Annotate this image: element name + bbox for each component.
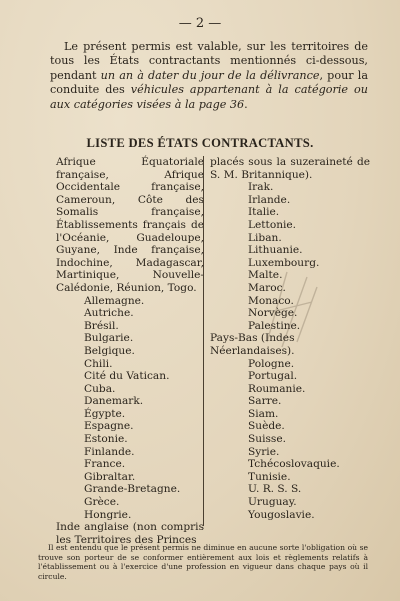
- country-item: Palestine.: [248, 319, 301, 332]
- country-item: Cité du Vatican.: [84, 370, 170, 383]
- country-item: Espagne.: [84, 420, 134, 433]
- country-item: Autriche.: [84, 307, 134, 320]
- country-item: Sarre.: [248, 395, 282, 408]
- country-item: Brésil.: [84, 319, 119, 332]
- country-item: Tchécoslovaquie.: [248, 458, 340, 471]
- country-item: Uruguay.: [248, 496, 297, 509]
- list-title: LISTE DES ÉTATS CONTRACTANTS.: [86, 136, 314, 150]
- country-item: Malte.: [248, 269, 283, 282]
- faded-stamp-mark: [262, 262, 322, 352]
- country-item: France.: [84, 458, 126, 471]
- country-item: Irak.: [248, 181, 274, 194]
- column-divider: [203, 156, 204, 526]
- intro-text-3: .: [244, 97, 248, 111]
- country-item: Lettonie.: [248, 218, 297, 231]
- country-item: Irlande.: [248, 193, 291, 206]
- country-item: Estonie.: [84, 433, 128, 446]
- country-item: Danemark.: [84, 395, 144, 408]
- country-item: Norvège.: [248, 307, 298, 320]
- country-item: Grande-Bretagne.: [84, 483, 181, 496]
- french-territories-block: [56, 156, 204, 295]
- country-item: Suède.: [248, 420, 285, 433]
- country-item: Hongrie.: [84, 508, 132, 521]
- french-territories-text: Afrique Équatoriale française, Afrique Occidentale française, Cameroun, Côte des Somalis française, Établissements français de l'Océanie, Guadeloupe, Guyane, Inde française, Indochine, Madagascar, Martinique, Nouvelle-Calédonie, Réunion, Togo.: [56, 156, 204, 294]
- intro-validity-period: un an à dater du jour de la délivrance: [100, 68, 320, 82]
- country-item: Lithuanie.: [248, 244, 303, 257]
- country-item: Belgique.: [84, 344, 135, 357]
- footnote-text: Il est entendu que le présent permis ne diminue en aucune sorte l'obligation où se trouve son porteur de se conformer entièrement aux lois et règlements relatifs à l'établissement ou à l'exercice d'une profession en vigueur dans chaque pays où il circule.: [38, 543, 368, 581]
- intro-text-1: Le présent permis est valable, sur les territoires de tous les États contractants mentionnés ci-dessous, pendant: [50, 40, 368, 82]
- intro-text: [50, 40, 368, 112]
- country-item: Luxembourg.: [248, 256, 320, 269]
- left-country-list: [56, 295, 204, 522]
- page-number: — 2 —: [178, 16, 222, 31]
- intro-paragraph: [50, 40, 368, 112]
- country-item: Tunisie.: [248, 470, 291, 483]
- inde-anglaise-continuation-text: placés sous la suzeraineté de S. M. Britannique).: [210, 156, 370, 181]
- footnote: [38, 543, 368, 581]
- country-item: Pologne.: [248, 357, 295, 370]
- country-item: Liban.: [248, 231, 282, 244]
- country-item: Italie.: [248, 206, 280, 219]
- inde-anglaise-text: Inde anglaise (non compris les Territoires des Princes: [56, 521, 204, 546]
- country-item: Finlande.: [84, 445, 135, 458]
- intro-text-2: , pour la conduite des: [50, 68, 368, 97]
- country-item: Maroc.: [248, 281, 286, 294]
- left-column: [56, 156, 204, 546]
- country-item: Syrie.: [248, 445, 280, 458]
- country-item: Yougoslavie.: [248, 508, 315, 521]
- country-item: Bulgarie.: [84, 332, 134, 345]
- country-item: Monaco.: [248, 294, 294, 307]
- country-item-pays-bas: Pays-Bas (Indes Néerlandaises).: [210, 332, 295, 357]
- inde-anglaise-continuation: [210, 156, 370, 181]
- country-item: Cuba.: [84, 382, 116, 395]
- country-item: Gibraltar.: [84, 470, 136, 483]
- country-item: Portugal.: [248, 370, 298, 383]
- country-item: Allemagne.: [84, 294, 145, 307]
- intro-vehicle-category: véhicules appartenant à la catégorie ou aux catégories visées à la page 36: [50, 83, 368, 111]
- country-item: Grèce.: [84, 496, 120, 509]
- country-item: U. R. S. S.: [248, 483, 302, 496]
- country-item: Égypte.: [84, 407, 126, 420]
- country-item: Siam.: [248, 407, 279, 420]
- country-item: Chili.: [84, 357, 113, 370]
- country-item: Suisse.: [248, 433, 286, 446]
- country-item: Roumanie.: [248, 382, 306, 395]
